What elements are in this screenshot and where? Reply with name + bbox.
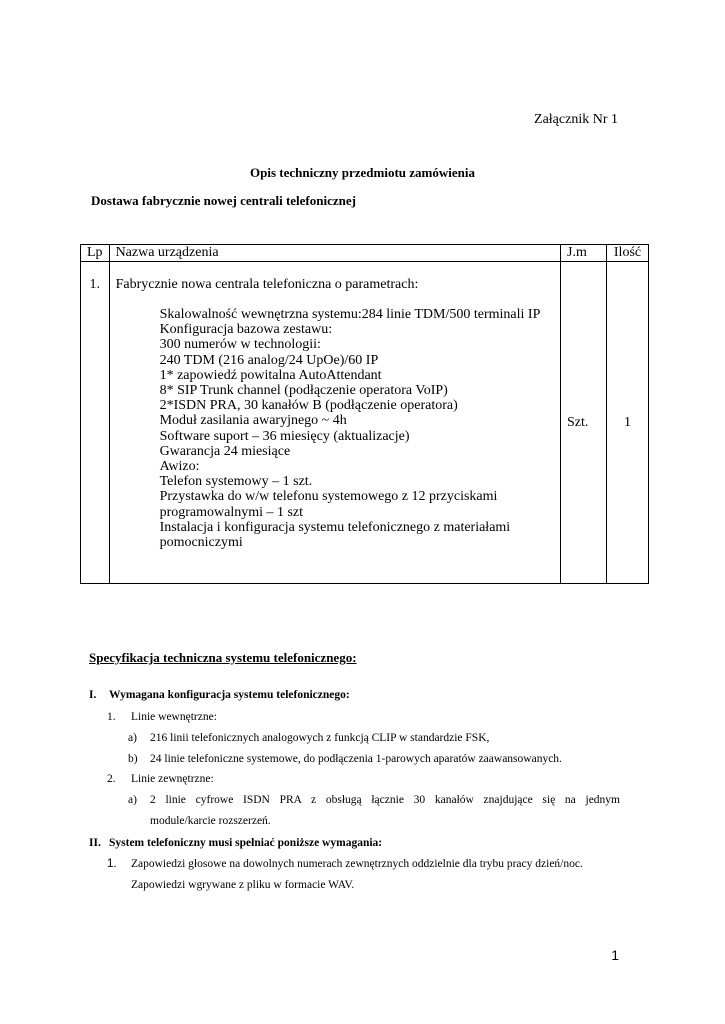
list-label: Linie zewnętrzne: (131, 773, 214, 785)
row-name: Fabrycznie nowa centrala telefoniczna o parametrach: (115, 277, 419, 292)
param-line: pomocniczymi (159, 535, 243, 551)
list-item (128, 753, 562, 765)
parameter-list (160, 307, 554, 550)
header-lp: Lp (81, 245, 110, 262)
row-name-cell (109, 262, 560, 584)
page-number: 1 (611, 947, 619, 963)
section-1-number: I. (89, 689, 97, 701)
list-number: 1. (107, 711, 116, 723)
param-line: Instalacja i konfiguracja systemu telefonicznego z materiałami (159, 519, 511, 535)
table-header-row (81, 245, 649, 262)
document-subtitle: Dostawa fabrycznie nowej centrali telefonicznej (91, 193, 356, 208)
section-1-title: Wymagana konfiguracja systemu telefonicznego: (109, 689, 350, 701)
list-item (107, 773, 214, 785)
param-line: Przystawka do w/w telefonu systemowego z 12 przyciskami (159, 489, 498, 505)
param-line: programowalnymi – 1 szt (159, 504, 304, 520)
list-number: 1. (107, 858, 117, 870)
list-text: 24 linie telefoniczne systemowe, do podłączenia 1-parowych aparatów zaawansowanych. (150, 753, 562, 765)
list-item (107, 711, 217, 723)
list-text: 216 linii telefonicznych analogowych z funkcją CLIP w standardzie FSK, (150, 732, 490, 744)
param-line: 1* zapowiedź powitalna AutoAttendant (159, 367, 382, 383)
table-row (81, 262, 649, 584)
header-qty: Ilość (607, 245, 649, 262)
list-item (107, 858, 583, 870)
header-name: Nazwa urządzenia (109, 245, 560, 262)
param-line: Konfiguracja bazowa zestawu: (159, 322, 333, 338)
section-2-title: System telefoniczny musi spełniać poniższe wymagania: (109, 837, 383, 849)
document-title: Opis techniczny przedmiotu zamówienia (250, 165, 475, 180)
param-line: Gwarancja 24 miesiące (159, 443, 291, 459)
list-text: Zapowiedzi głosowe na dowolnych numerach zewnętrznych oddzielnie dla trybu pracy dzień/noc. (131, 858, 583, 870)
param-line: 240 TDM (216 analog/24 UpOe)/60 IP (159, 352, 379, 368)
list-letter: a) (128, 794, 137, 806)
param-line: Moduł zasilania awaryjnego ~ 4h (159, 413, 347, 429)
param-line: Software suport – 36 miesięcy (aktualizacje) (159, 428, 410, 444)
param-line: Telefon systemowy – 1 szt. (159, 474, 313, 490)
param-line: Awizo: (159, 459, 200, 475)
list-label: Linie wewnętrzne: (131, 711, 217, 723)
list-text: 2 linie cyfrowe ISDN PRA z obsługą łącznie 30 kanałów znajdujące się na jednym (150, 794, 620, 806)
row-unit: Szt. (561, 262, 607, 584)
list-text-continued: module/karcie rozszerzeń. (150, 815, 271, 827)
row-qty: 1 (607, 262, 649, 584)
list-text-continued: Zapowiedzi wgrywane z pliku w formacie WAV. (131, 879, 355, 891)
section-1-heading (89, 689, 350, 701)
param-line: 2*ISDN PRA, 30 kanałów B (podłączenie operatora) (159, 398, 458, 414)
param-line: 8* SIP Trunk channel (podłączenie operatora VoIP) (159, 383, 448, 399)
param-line: Skalowalność wewnętrzna systemu:284 linie TDM/500 terminali IP (159, 307, 541, 322)
list-letter: a) (128, 732, 137, 744)
list-letter: b) (128, 753, 138, 765)
spec-heading: Specyfikacja techniczna systemu telefonicznego: (89, 650, 357, 665)
list-item (128, 732, 489, 744)
header-unit: J.m (561, 245, 607, 262)
list-number: 2. (107, 773, 116, 785)
equipment-table (80, 244, 649, 584)
param-line: 300 numerów w technologii: (159, 337, 321, 353)
annex-label: Załącznik Nr 1 (534, 112, 618, 127)
row-lp: 1. (81, 262, 110, 584)
section-2-number: II. (89, 837, 101, 849)
section-2-heading (89, 837, 382, 849)
